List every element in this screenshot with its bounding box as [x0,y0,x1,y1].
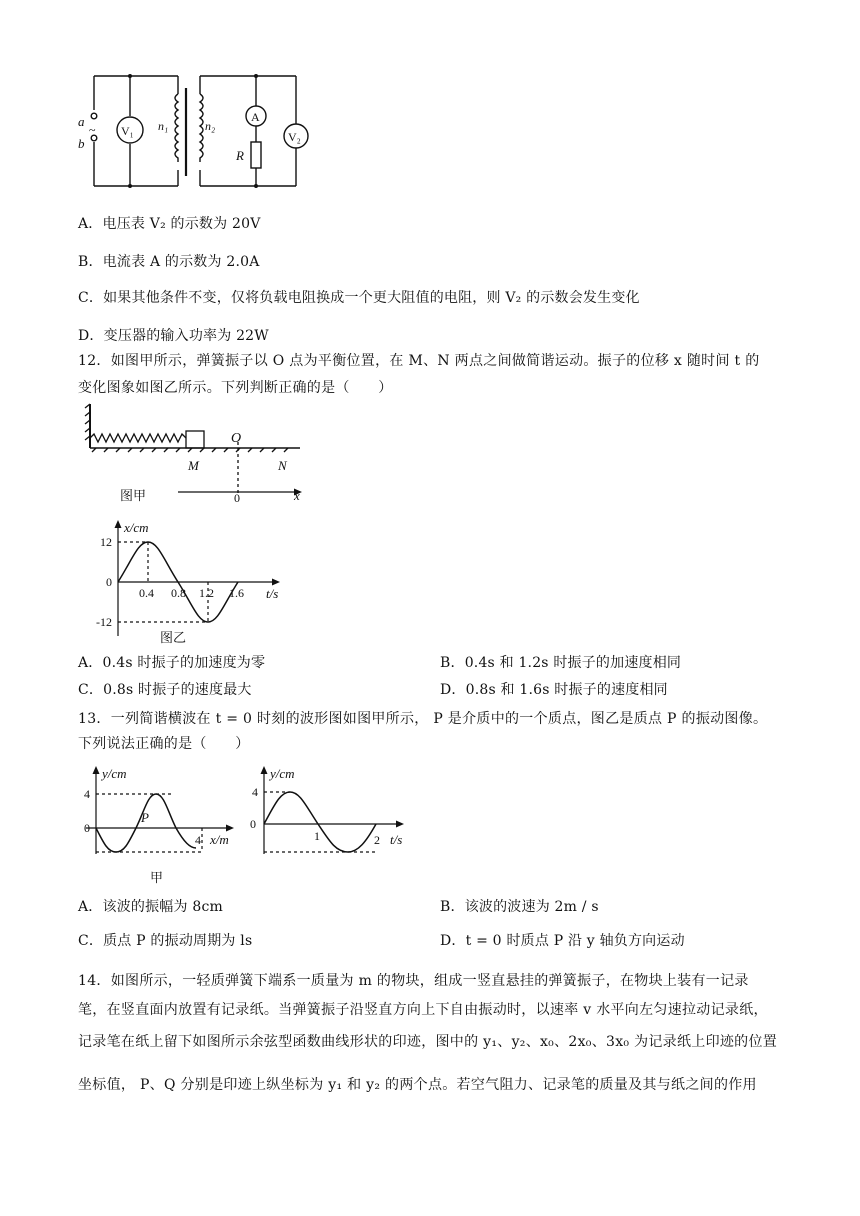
x-tick-0.8: 0.8 [171,586,186,600]
q13-stem-line-2: 下列说法正确的是（ ） [78,736,250,752]
q14-stem-line-4: 坐标值， P、Q 分别是印迹上纵坐标为 y₁ 和 y₂ 的两个点。若空气阻力、记录笔的质量及其与纸之间的作用 [78,1077,757,1093]
ac-tilde-symbol: ~ [89,123,96,137]
q11-option-c: C．如果其他条件不变，仅将负载电阻换成一个更大阻值的电阻，则 V₂ 的示数会发生变化 [78,290,640,306]
x-axis-label: x/m [210,832,229,847]
y-tick-0: 0 [106,575,112,589]
origin-zero: 0 [84,821,90,835]
terminal-b-label: b [78,136,85,151]
q14-stem-line-1: 14．如图所示，一轻质弹簧下端系一质量为 m 的物块，组成一竖直悬挂的弹簧振子，在物块上装有一记录 [78,973,749,989]
q13-option-c: C．质点 P 的振动周期为 ls [78,933,253,949]
q12-option-c: C．0.8s 时振子的速度最大 [78,682,252,698]
q12-option-b: B．0.4s 和 1.2s 时振子的加速度相同 [440,655,682,671]
q14-stem-line-2: 笔，在竖直面内放置有记录纸。当弹簧振子沿竖直方向上下自由振动时，以速率 v 水平向左匀速拉动记录纸， [78,1002,768,1018]
q12-stem-line-1: 12．如图甲所示，弹簧振子以 O 点为平衡位置，在 M、N 两点之间做简谐运动。振子的位移 x 随时间 t 的 [78,353,760,369]
q13-option-b: B．该波的波速为 2m / s [440,899,599,915]
spring-oscillator-figure [82,402,314,508]
q12-option-d: D．0.8s 和 1.6s 时振子的速度相同 [440,682,668,698]
figure-yi-caption: 图乙 [160,630,187,645]
origin-zero: 0 [250,817,256,831]
x-axis-label: t/s [266,586,279,601]
figure-jia-caption: 甲 [150,870,164,885]
t-tick-1: 1 [314,829,320,843]
x-tick-0.4: 0.4 [139,586,154,600]
x-tick-1.6: 1.6 [229,586,244,600]
point-n-label: N [278,458,287,473]
voltmeter-v2-label: V₂ [288,130,301,144]
ammeter-label: A [251,110,260,124]
q13-option-d: D．t = 0 时质点 P 沿 y 轴负方向运动 [440,933,685,949]
voltmeter-v1-label: V₁ [121,124,134,138]
y-tick-12: 12 [100,535,112,549]
x-axis-label: x [294,488,300,503]
q13-stem-line-1: 13．一列简谐横波在 t = 0 时刻的波形图如图甲所示， P 是介质中的一个质点，图乙是质点 P 的振动图像。 [78,711,768,727]
q14-stem-line-3: 记录笔在纸上留下如图所示余弦型函数曲线形状的印迹，图中的 y₁、y₂、x₀、2x₀、3x₀ 为记录纸上印迹的位置 [78,1034,778,1050]
displacement-time-graph [88,514,300,646]
transformer-circuit-diagram [70,68,310,196]
origin-o-label: O [231,431,242,446]
y-tick-4: 4 [252,785,258,799]
secondary-turns-label: n₂ [205,119,216,133]
y-tick-neg12: -12 [96,615,112,629]
x-axis-zero-label: 0 [234,491,240,505]
y-axis-label: y/cm [102,766,127,781]
resistor-label: R [236,148,244,163]
q11-option-b: B．电流表 A 的示数为 2.0A [78,254,260,270]
primary-turns-label: n₁ [158,119,169,133]
y-axis-label: x/cm [124,520,149,535]
t-axis-label: t/s [390,832,403,847]
q11-option-d: D．变压器的输入功率为 22W [78,328,269,344]
q12-stem-line-2: 变化图象如图乙所示。下列判断正确的是（ ） [78,380,393,396]
point-p-label: P [141,810,149,825]
vibration-curve [264,792,376,852]
vibration-graph-yi [246,762,416,862]
q13-option-a: A．该波的振幅为 8cm [78,899,223,915]
x-tick-1.2: 1.2 [199,586,214,600]
point-m-label: M [188,458,199,473]
terminal-a-label: a [78,114,85,129]
figure-jia-caption: 图甲 [120,488,147,503]
x-tick-4: 4 [195,833,201,847]
q11-option-a: A．电压表 V₂ 的示数为 20V [78,216,261,232]
waveform-graph-jia [82,762,242,886]
y-axis-label: y/cm [270,766,295,781]
t-tick-2: 2 [374,833,380,847]
q12-option-a: A．0.4s 时振子的加速度为零 [78,655,266,671]
y-tick-4: 4 [84,787,90,801]
